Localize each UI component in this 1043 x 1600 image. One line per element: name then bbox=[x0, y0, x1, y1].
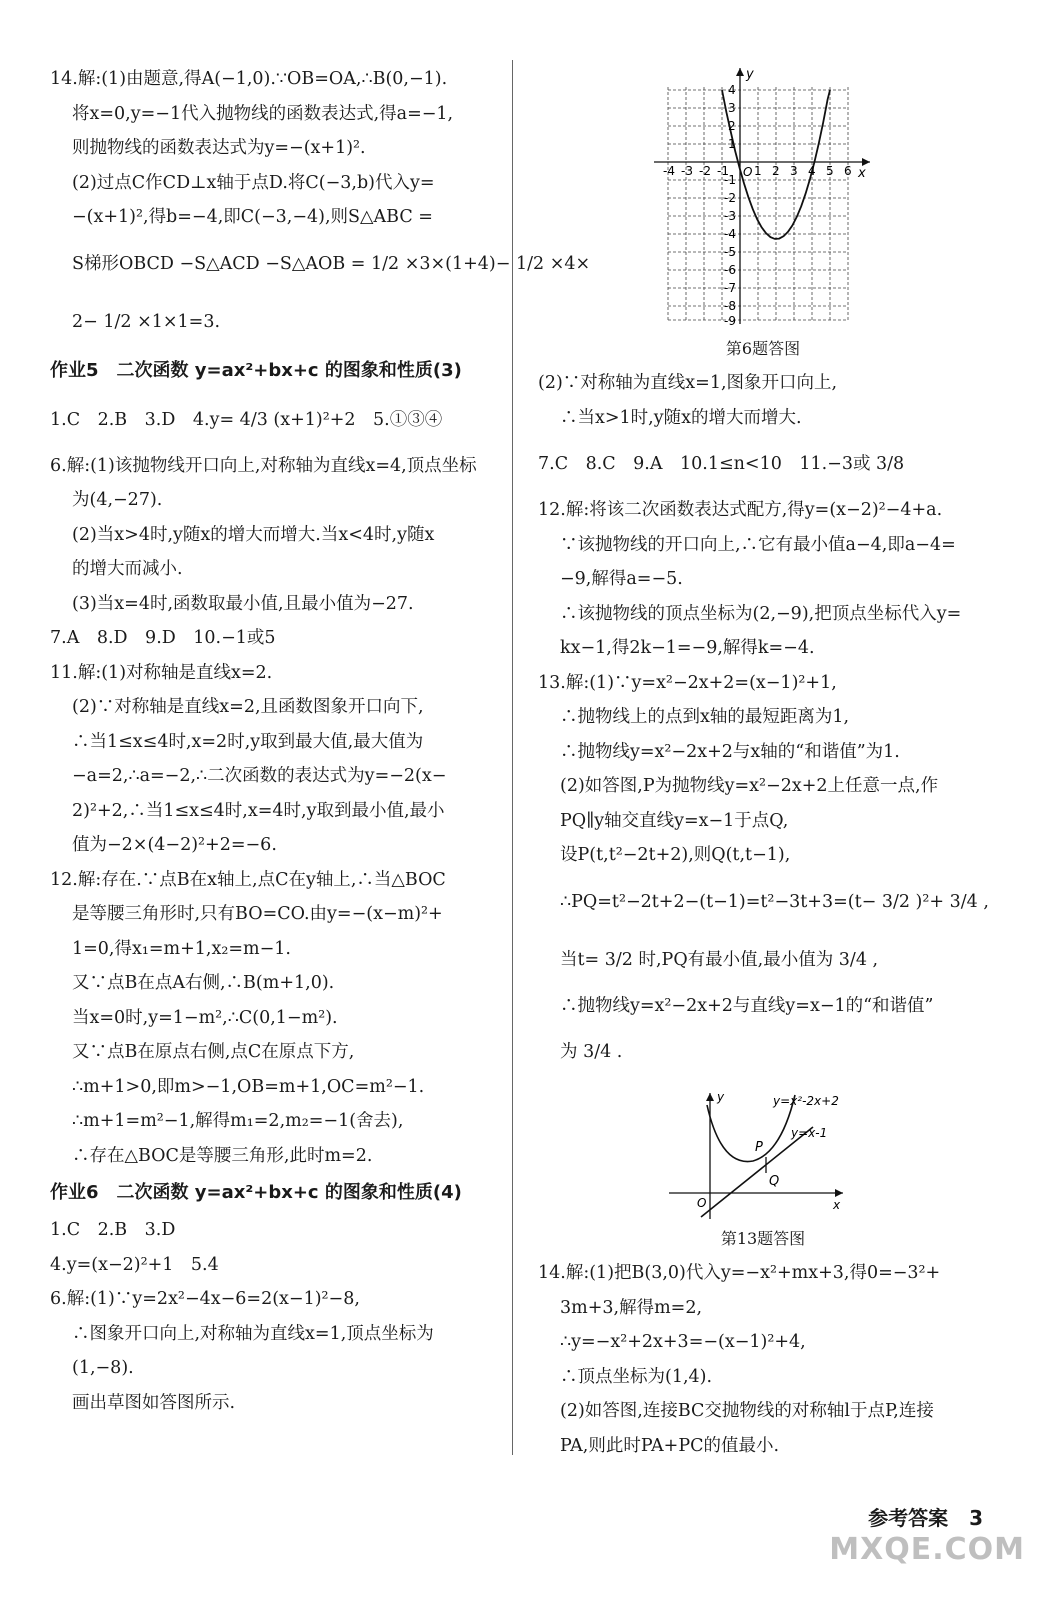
footer-label: 参考答案 bbox=[868, 1506, 949, 1530]
y-tick-label: 1 bbox=[728, 137, 736, 151]
origin-label: O bbox=[743, 165, 753, 179]
figure-13-graph bbox=[663, 1087, 863, 1222]
text-line: S梯形OBCD −S△ACD −S△AOB = 1/2 ×3×(1+4)− 1/2 ×4× bbox=[72, 253, 591, 274]
text-line: 6.解:(1)该抛物线开口向上,对称轴为直线x=4,顶点坐标 bbox=[50, 455, 477, 476]
right-column bbox=[538, 62, 988, 1463]
y-axis-label: y bbox=[717, 1090, 725, 1104]
origin-label: O bbox=[697, 1196, 707, 1210]
text-line: −9,解得a=−5. bbox=[560, 569, 683, 589]
text-line: 将x=0,y=−1代入抛物线的函数表达式,得a=−1, bbox=[72, 103, 454, 124]
text-line: 3m+3,解得m=2, bbox=[560, 1297, 703, 1318]
point-q-label: Q bbox=[769, 1174, 780, 1189]
x-tick-label: -3 bbox=[681, 164, 693, 178]
figure-6-graph bbox=[648, 62, 878, 332]
text-line: ∴PQ=t²−2t+2−(t−1)=t²−3t+3=(t− 3/2 )²+ 3/4 , bbox=[560, 891, 989, 912]
text-line: 2− 1/2 ×1×1=3. bbox=[72, 311, 221, 332]
y-tick-label: -6 bbox=[724, 263, 736, 277]
text-line: (2)过点C作CD⊥x轴于点D.将C(−3,b)代入y= bbox=[72, 172, 435, 193]
x-axis-arrow-icon bbox=[862, 158, 870, 166]
y-tick-label: -9 bbox=[724, 314, 736, 328]
y-tick-label: 4 bbox=[728, 83, 736, 97]
text-line: (2)如答图,P为抛物线y=x²−2x+2上任意一点,作 bbox=[560, 776, 939, 796]
line-label: y=x-1 bbox=[791, 1126, 828, 1140]
text-line: ∴顶点坐标为(1,4). bbox=[560, 1366, 713, 1387]
text-line: 为 3/4 . bbox=[560, 1042, 623, 1062]
text-line: 的增大而减小. bbox=[72, 559, 183, 579]
text-line: −a=2,∴a=−2,∴二次函数的表达式为y=−2(x− bbox=[72, 766, 447, 786]
text-line: (3)当x=4时,函数取最小值,且最小值为−27. bbox=[72, 593, 414, 614]
x-tick-label: 1 bbox=[754, 164, 762, 178]
text-line: 2)²+2,∴当1≤x≤4时,x=4时,y取到最小值,最小 bbox=[72, 800, 445, 821]
y-tick-label: -2 bbox=[724, 191, 736, 205]
text-line: 7.C 8.C 9.A 10.1≤n<10 11.−3或 3/8 bbox=[538, 454, 905, 474]
y-tick-label: -4 bbox=[724, 227, 736, 241]
left-column bbox=[50, 62, 591, 1420]
text-line: (2)当x>4时,y随x的增大而增大.当x<4时,y随x bbox=[72, 524, 435, 545]
text-line: ∴m+1=m²−1,解得m₁=2,m₂=−1(舍去), bbox=[72, 1111, 404, 1131]
y-tick-label: -1 bbox=[724, 173, 736, 187]
text-line: ∴当x>1时,y随x的增大而增大. bbox=[560, 407, 802, 428]
point-p-label: P bbox=[755, 1140, 763, 1155]
figure-6 bbox=[648, 62, 878, 332]
x-tick-label: 2 bbox=[772, 164, 780, 178]
x-tick-label: -1 bbox=[717, 164, 729, 178]
text-line: 当x=0时,y=1−m²,∴C(0,1−m²). bbox=[72, 1007, 338, 1028]
text-line: ∴当1≤x≤4时,x=2时,y取到最大值,最大值为 bbox=[72, 731, 424, 752]
text-line: ∴抛物线y=x²−2x+2与直线y=x−1的“和谐值” bbox=[560, 995, 934, 1016]
text-line: 11.解:(1)对称轴是直线x=2. bbox=[50, 662, 273, 683]
text-line: ∴m+1>0,即m>−1,OB=m+1,OC=m²−1. bbox=[72, 1076, 425, 1097]
text-line: ∵该抛物线的开口向上,∴它有最小值a−4,即a−4= bbox=[560, 534, 956, 555]
section-title-hw5: 作业5 二次函数 y=ax²+bx+c 的图象和性质(3) bbox=[50, 359, 462, 381]
section-title-hw6: 作业6 二次函数 y=ax²+bx+c 的图象和性质(4) bbox=[50, 1182, 462, 1203]
grid bbox=[668, 87, 848, 320]
text-line: 又∵点B在点A右侧,∴B(m+1,0). bbox=[72, 973, 335, 993]
y-tick-label: 2 bbox=[728, 119, 736, 133]
x-tick-label: -4 bbox=[663, 164, 675, 178]
text-line: −(x+1)²,得b=−4,即C(−3,−4),则S△ABC = bbox=[72, 207, 433, 227]
y-tick-label: -8 bbox=[724, 299, 736, 313]
y-axis-label: y bbox=[746, 67, 754, 82]
text-line: 画出草图如答图所示. bbox=[72, 1392, 236, 1413]
y-tick-label: 3 bbox=[728, 101, 736, 115]
x-tick-label: -2 bbox=[699, 164, 711, 178]
x-axis-arrow-icon bbox=[835, 1189, 843, 1197]
text-line: 14.解:(1)由题意,得A(−1,0).∵OB=OA,∴B(0,−1). bbox=[50, 69, 448, 89]
x-tick-label: 6 bbox=[844, 164, 852, 178]
text-line: 值为−2×(4−2)²+2=−6. bbox=[72, 835, 277, 855]
text-line: PA,则此时PA+PC的值最小. bbox=[560, 1435, 780, 1456]
x-axis-label: x bbox=[858, 166, 866, 181]
text-line: 是等腰三角形时,只有BO=CO.由y=−(x−m)²+ bbox=[72, 904, 443, 924]
text-line: 6.解:(1)∵y=2x²−4x−6=2(x−1)²−8, bbox=[50, 1289, 360, 1309]
y-axis-arrow-icon bbox=[706, 1093, 714, 1101]
x-tick-label: 4 bbox=[808, 164, 816, 178]
x-tick-label: 3 bbox=[790, 164, 798, 178]
text-line: 4.y=(x−2)²+1 5.4 bbox=[50, 1254, 219, 1275]
y-tick-label: -3 bbox=[724, 209, 736, 223]
watermark: MXQE.COM bbox=[829, 1532, 1025, 1567]
y-tick-label: -5 bbox=[724, 245, 736, 259]
page-footer bbox=[868, 1502, 983, 1531]
text-line: 1=0,得x₁=m+1,x₂=m−1. bbox=[72, 938, 291, 959]
text-line: (2)∵对称轴是直线x=2,且函数图象开口向下, bbox=[72, 697, 424, 717]
page-number: 3 bbox=[969, 1506, 983, 1530]
x-axis-label: x bbox=[833, 1198, 841, 1212]
text-line: PQ∥y轴交直线y=x−1于点Q, bbox=[560, 810, 789, 831]
text-line: ∴存在△BOC是等腰三角形,此时m=2. bbox=[72, 1145, 373, 1166]
y-axis-arrow-icon bbox=[736, 68, 744, 76]
y-tick-label: -7 bbox=[724, 281, 736, 295]
text-line: (2)如答图,连接BC交抛物线的对称轴l于点P,连接 bbox=[560, 1401, 934, 1421]
text-line: 1.C 2.B 3.D 4.y= 4/3 (x+1)²+2 5.①③④ bbox=[50, 409, 443, 430]
figure-13 bbox=[663, 1087, 863, 1222]
text-line: 为(4,−27). bbox=[72, 490, 163, 510]
text-line: ∴该抛物线的顶点坐标为(2,−9),把顶点坐标代入y= bbox=[560, 603, 962, 624]
text-line: 则抛物线的函数表达式为y=−(x+1)². bbox=[72, 138, 366, 158]
figure-6-caption: 第6题答图 bbox=[725, 339, 801, 358]
text-line: 7.A 8.D 9.D 10.−1或5 bbox=[50, 628, 276, 648]
curve-label: y=x²-2x+2 bbox=[773, 1094, 839, 1108]
text-line: 13.解:(1)∵y=x²−2x+2=(x−1)²+1, bbox=[538, 672, 837, 693]
text-line: 当t= 3/2 时,PQ有最小值,最小值为 3/4 , bbox=[560, 949, 879, 970]
text-line: ∴抛物线上的点到x轴的最短距离为1, bbox=[560, 707, 850, 727]
text-line: ∴图象开口向上,对称轴为直线x=1,顶点坐标为 bbox=[72, 1323, 434, 1344]
text-line: ∴y=−x²+2x+3=−(x−1)²+4, bbox=[560, 1332, 806, 1352]
text-line: 设P(t,t²−2t+2),则Q(t,t−1), bbox=[560, 845, 791, 865]
figure-13-caption: 第13题答图 bbox=[720, 1229, 806, 1248]
text-line: (1,−8). bbox=[72, 1358, 134, 1378]
text-line: 又∵点B在原点右侧,点C在原点下方, bbox=[72, 1042, 355, 1062]
text-line: 12.解:存在.∵点B在x轴上,点C在y轴上,∴当△BOC bbox=[50, 869, 446, 890]
text-line: 12.解:将该二次函数表达式配方,得y=(x−2)²−4+a. bbox=[538, 500, 943, 520]
text-line: 1.C 2.B 3.D bbox=[50, 1220, 176, 1240]
text-line: (2)∵对称轴为直线x=1,图象开口向上, bbox=[538, 373, 838, 393]
text-line: 14.解:(1)把B(3,0)代入y=−x²+mx+3,得0=−3²+ bbox=[538, 1263, 941, 1283]
text-line: kx−1,得2k−1=−9,解得k=−4. bbox=[560, 638, 815, 658]
x-tick-label: 5 bbox=[826, 164, 834, 178]
text-line: ∴抛物线y=x²−2x+2与x轴的“和谐值”为1. bbox=[560, 741, 900, 762]
